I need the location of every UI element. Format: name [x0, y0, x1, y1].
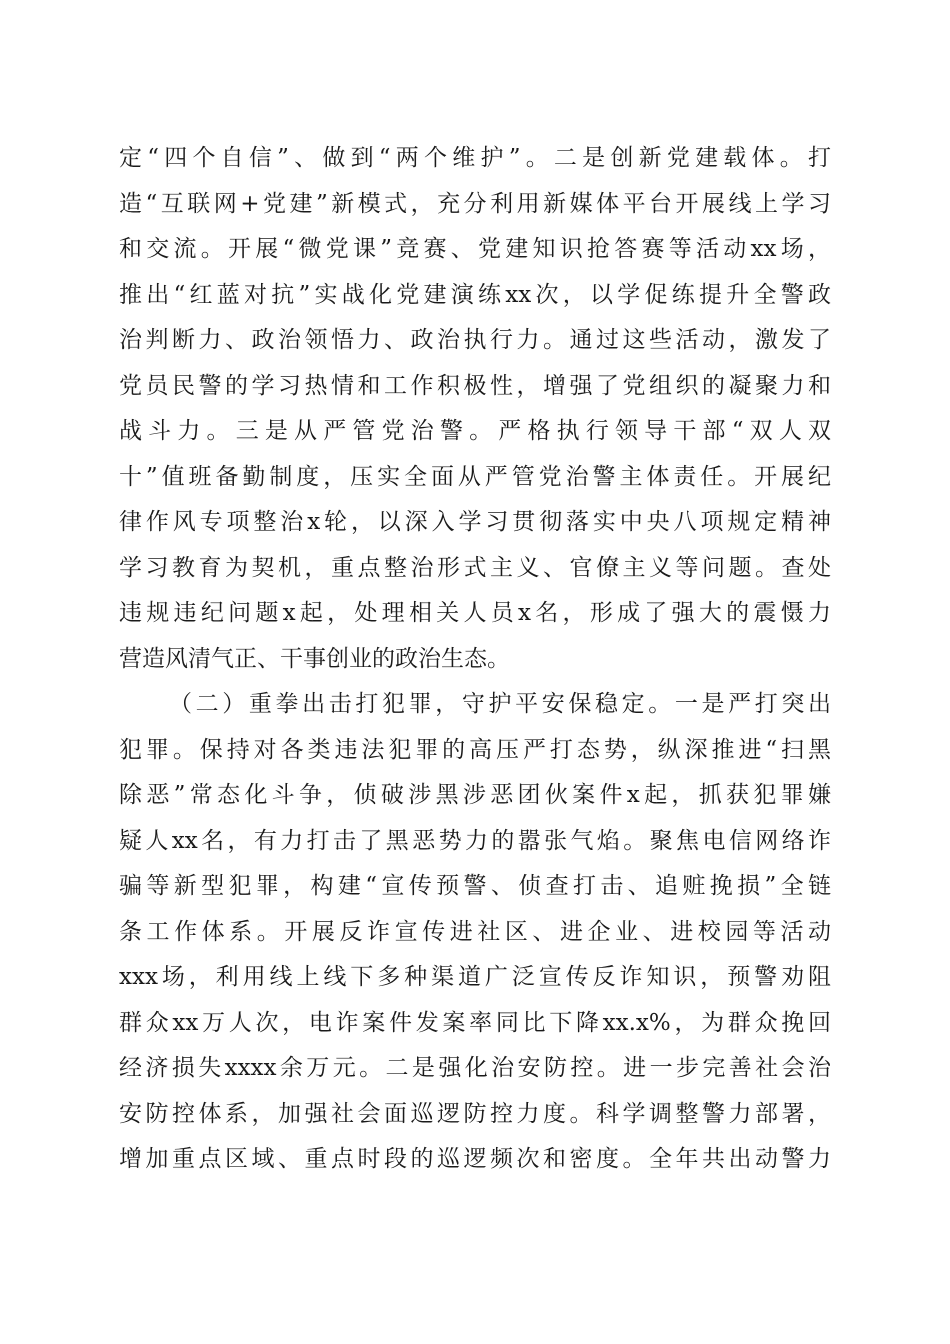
text-line: 战斗力。三是从严管党治警。严格执行领导干部“双人双 — [119, 418, 831, 444]
text-line: 定“四个自信”、做到“两个维护”。二是创新党建载体。打 — [119, 145, 831, 171]
text-line: 十”值班备勤制度，压实全面从严管党治警主体责任。开展纪 — [119, 463, 831, 490]
section-heading-line: （二）重拳出击打犯罪，守护平安保稳定。一是严打突出 — [169, 691, 831, 717]
text-line: 违规违纪问题x起，处理相关人员x名，形成了强大的震慑力 — [119, 600, 831, 626]
text-line: xxx场，利用线上线下多种渠道广泛宣传反诈知识，预警劝阻 — [119, 964, 831, 990]
text-line: 推出“红蓝对抗”实战化党建演练xx次，以学促练提升全警政 — [119, 281, 831, 308]
text-line: 群众xx万人次，电诈案件发案率同比下降xx.x%，为群众挽回 — [119, 1009, 831, 1036]
text-line: 除恶”常态化斗争，侦破涉黑涉恶团伙案件x起，抓获犯罪嫌 — [119, 782, 831, 808]
text-line: 和交流。开展“微党课”竞赛、党建知识抢答赛等活动xx场， — [119, 236, 831, 262]
text-line: 犯罪。保持对各类违法犯罪的高压严打态势，纵深推进“扫黑 — [119, 736, 831, 763]
text-line: 党员民警的学习热情和工作积极性，增强了党组织的凝聚力和 — [119, 372, 831, 399]
text-line: 律作风专项整治x轮，以深入学习贯彻落实中央八项规定精神 — [119, 509, 831, 535]
text-line: 造“互联网+党建”新模式，充分利用新媒体平台开展线上学习 — [119, 190, 831, 217]
text-line: 安防控体系，加强社会面巡逻防控力度。科学调整警力部署， — [119, 1100, 831, 1127]
document-body — [119, 136, 831, 1183]
text-line: 骗等新型犯罪，构建“宣传预警、侦查打击、追赃挽损”全链 — [119, 873, 831, 899]
text-line: 增加重点区域、重点时段的巡逻频次和密度。全年共出动警力 — [119, 1146, 831, 1172]
text-line: 学习教育为契机，重点整治形式主义、官僚主义等问题。查处 — [119, 554, 831, 581]
text-line: 营造风清气正、干事创业的政治生态。 — [119, 645, 510, 672]
text-line: 疑人xx名，有力打击了黑恶势力的嚣张气焰。聚焦电信网络诈 — [119, 827, 831, 854]
text-line: 经济损失xxxx余万元。二是强化治安防控。进一步完善社会治 — [119, 1055, 831, 1081]
text-line: 治判断力、政治领悟力、政治执行力。通过这些活动，激发了 — [119, 327, 831, 353]
text-line: 条工作体系。开展反诈宣传进社区、进企业、进校园等活动 — [119, 918, 831, 945]
